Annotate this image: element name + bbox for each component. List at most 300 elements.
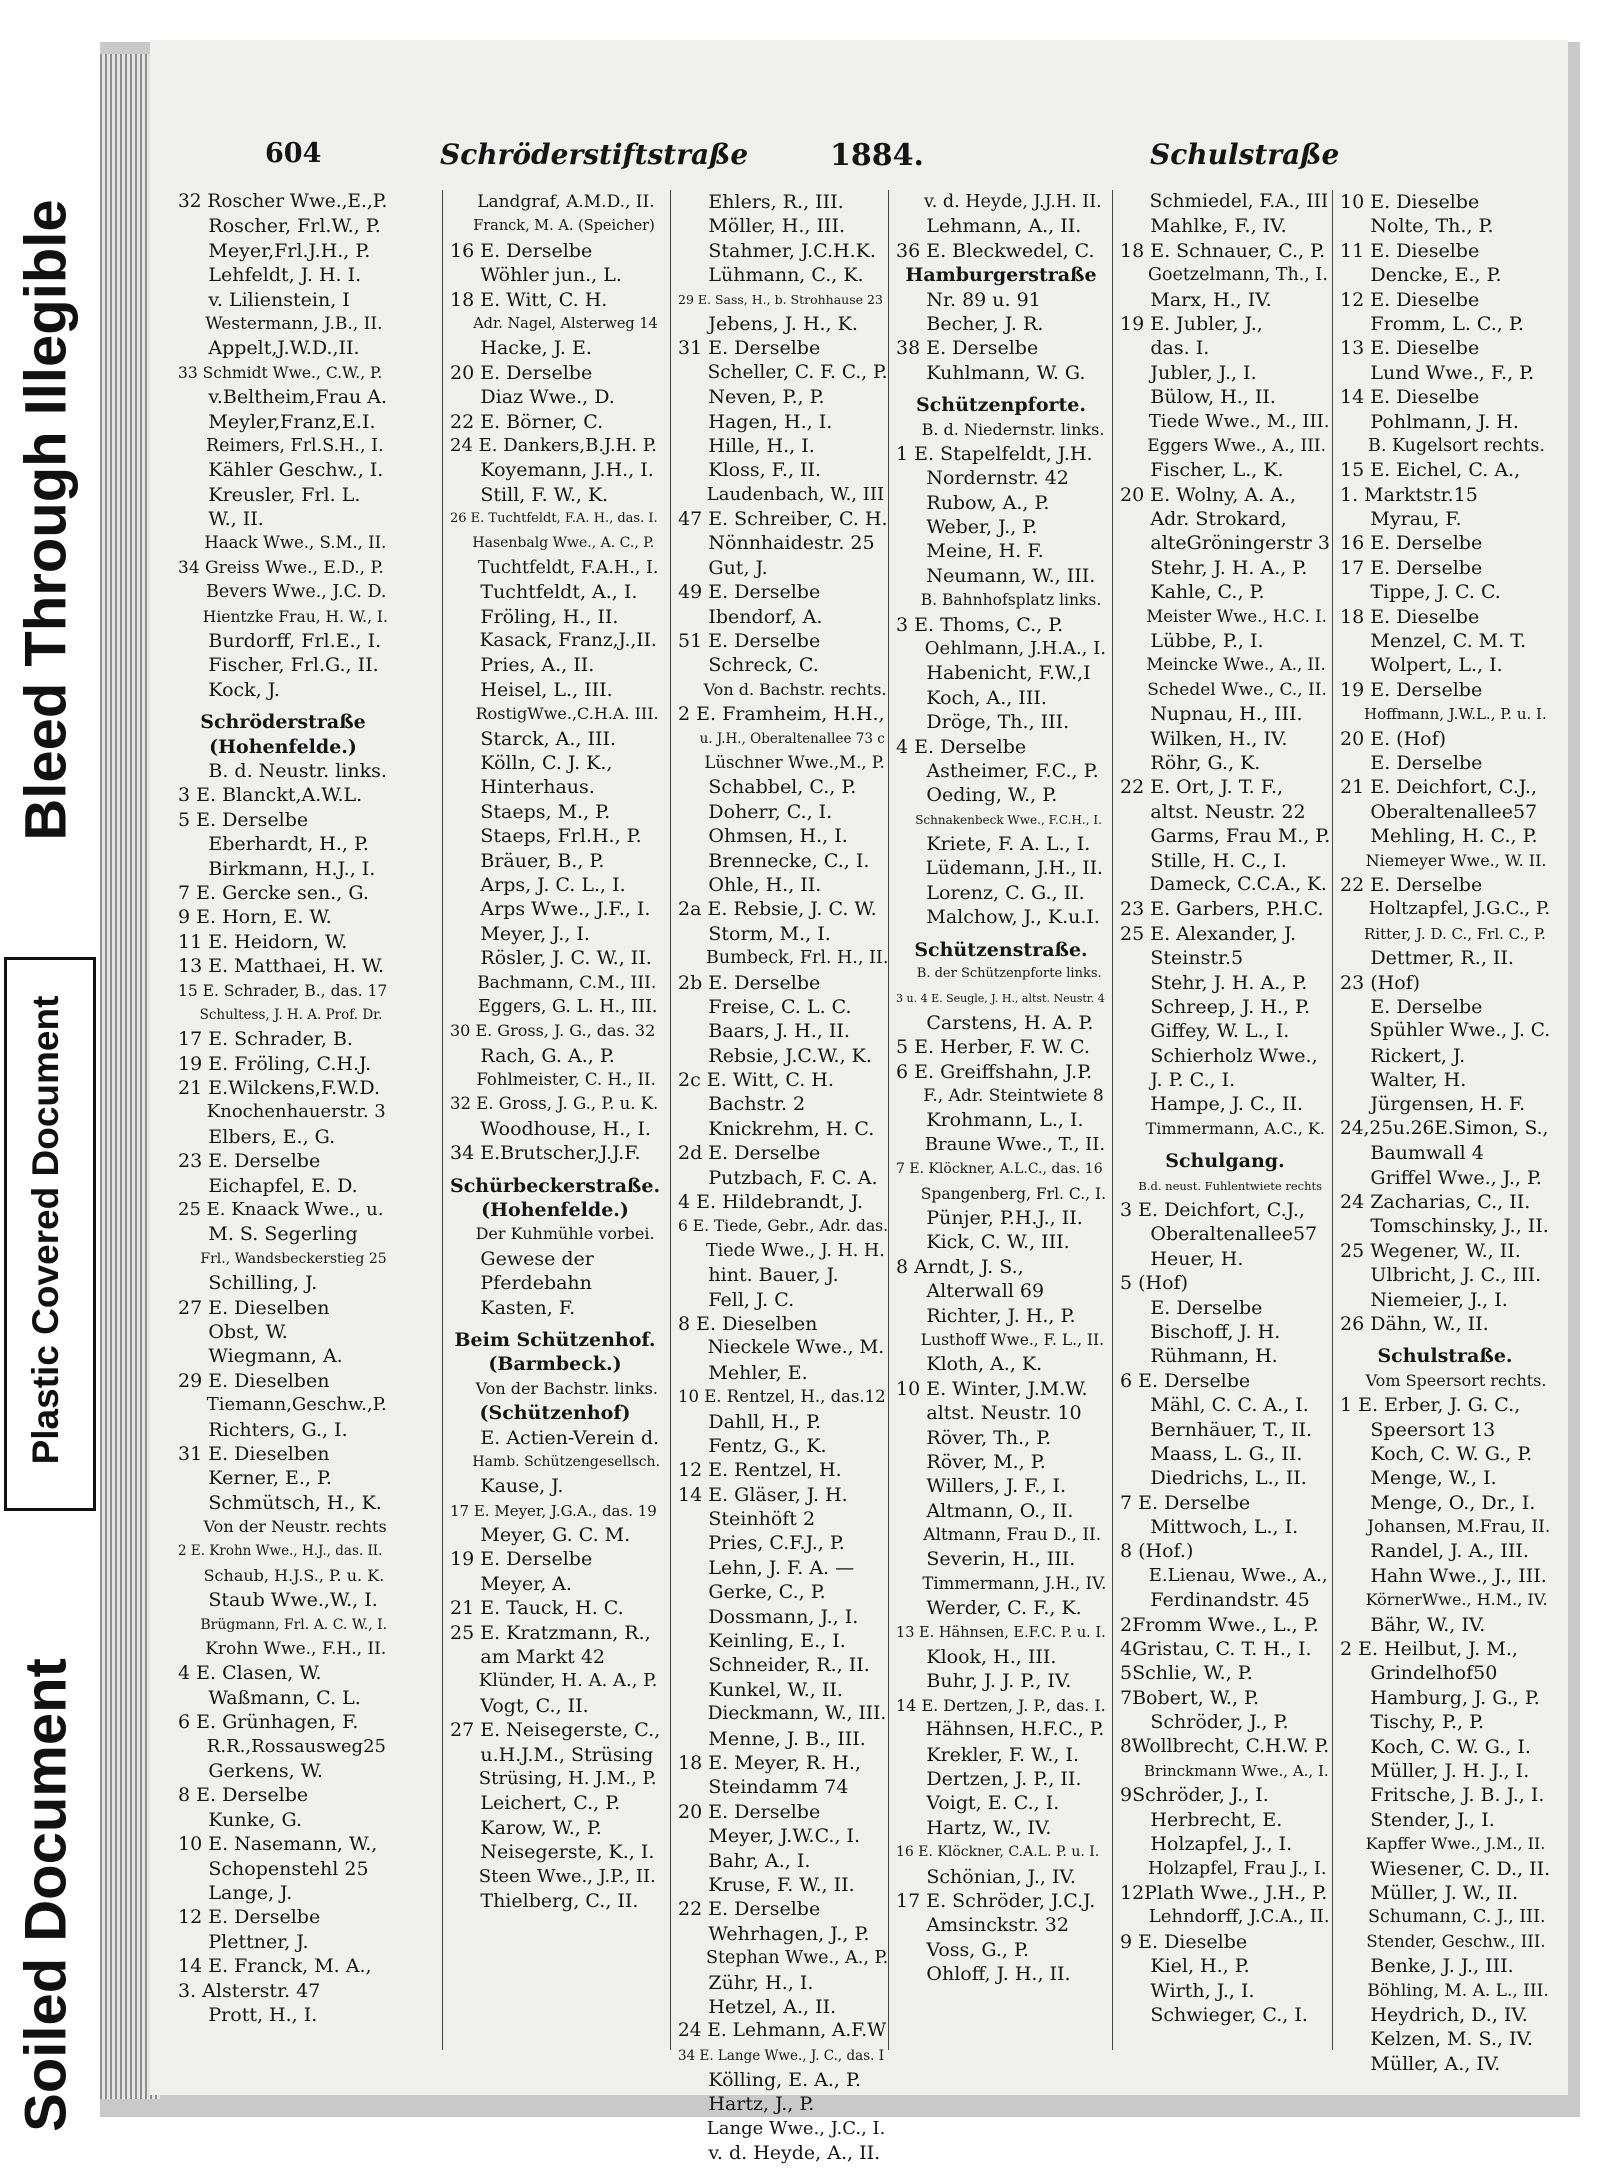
resident-entry: Vom Speersort rechts.: [1365, 1370, 1547, 1390]
house-entry: 51 E. Derselbe: [678, 630, 821, 653]
house-entry: 15 E. Eichel, C. A.,: [1340, 459, 1521, 482]
house-entry: 14 E. Franck, M. A.,: [178, 1955, 372, 1978]
resident-entry: Schwieger, C., I.: [1150, 2003, 1308, 2026]
resident-entry: Jebens, J. H., K.: [708, 312, 858, 335]
resident-entry: v. Lilienstein, I: [208, 288, 350, 311]
house-entry: 11 E. Dieselbe: [1340, 239, 1480, 262]
resident-entry: Lange, J.: [208, 1881, 293, 1904]
resident-entry: Dossmann, J., I.: [708, 1605, 859, 1628]
resident-entry: Ehlers, R., III.: [708, 191, 844, 213]
column-6: [1340, 190, 1550, 2076]
resident-entry: Staub Wwe.,W., I.: [208, 1589, 378, 1612]
resident-entry: u.H.J.M., Strüsing: [480, 1743, 654, 1766]
house-entry: 10 E. Dieselbe: [1340, 191, 1480, 213]
resident-entry: Dertzen, J. P., II.: [926, 1768, 1082, 1790]
house-entry: 25 E. Alexander, J.: [1120, 922, 1297, 945]
house-entry: 12 E. Rentzel, H.: [678, 1459, 842, 1482]
resident-entry: Dieckmann, W., III.: [707, 1703, 887, 1725]
house-entry: 10 E. Nasemann, W.,: [178, 1833, 378, 1856]
resident-entry: Schmütsch, H., K.: [208, 1491, 382, 1514]
house-entry: 18 E. Schnauer, C., P.: [1120, 239, 1326, 262]
resident-entry: Rach, G. A., P.: [480, 1044, 615, 1067]
house-entry: 27 E. Dieselben: [178, 1296, 330, 1319]
resident-entry: Müller, J. W., II.: [1370, 1881, 1519, 1904]
resident-entry: Arps Wwe., J.F., I.: [480, 898, 651, 921]
resident-entry: Lange Wwe., J.C., I.: [706, 2117, 886, 2139]
resident-entry: Wilken, H., IV.: [1150, 727, 1288, 750]
house-entry: 34 E. Lange Wwe., J. C., das. I: [678, 2047, 885, 2064]
section-divider: [896, 385, 1106, 393]
section-divider: [450, 1166, 660, 1174]
resident-entry: Nönnhaidestr. 25: [708, 532, 875, 555]
resident-entry: Tiede Wwe., J. H. H.: [706, 1240, 885, 1261]
resident-entry: v. d. Heyde, J.J.H. II.: [924, 192, 1102, 212]
street-heading: Schröderstraße: [200, 711, 366, 734]
resident-entry: Dröge, Th., III.: [926, 711, 1070, 734]
resident-entry: Pries, A., II.: [480, 654, 595, 677]
resident-entry: Schopenstehl 25: [208, 1857, 369, 1880]
resident-entry: Rickert, J.: [1370, 1044, 1466, 1067]
resident-entry: Fromm, L. C., P.: [1370, 312, 1524, 335]
house-entry: 6 E. Tiede, Gebr., Adr. das.: [678, 1217, 889, 1236]
resident-entry: Kunkel, W., II.: [708, 1678, 843, 1701]
resident-entry: Kiel, H., P.: [1150, 1955, 1250, 1978]
resident-entry: am Markt 42: [480, 1646, 606, 1669]
resident-entry: Hille, H., I.: [708, 434, 815, 457]
resident-entry: Koch, C. W. G., P.: [1370, 1442, 1533, 1465]
resident-entry: Klook, H., III.: [926, 1646, 1057, 1669]
resident-entry: Nolte, Th., P.: [1370, 215, 1494, 238]
house-entry: 17 E. Derselbe: [1340, 556, 1483, 579]
house-entry: 6 E. Greiffshahn, J.P.: [896, 1060, 1093, 1083]
resident-entry: Mahlke, F., IV.: [1150, 215, 1287, 238]
resident-entry: Spangenberg, Frl. C., I.: [920, 1184, 1107, 1203]
resident-entry: Menzel, C. M. T.: [1370, 630, 1527, 653]
house-entry: 32 E. Gross, J. G., P. u. K.: [450, 1094, 659, 1114]
resident-entry: Dahll, H., P.: [708, 1410, 822, 1433]
resident-entry: Hampe, J. C., II.: [1150, 1093, 1304, 1116]
resident-entry: Röhr, G., K.: [1150, 751, 1261, 774]
resident-entry: v.Beltheim,Frau A.: [208, 386, 388, 409]
resident-entry: Meyer, A.: [480, 1572, 572, 1595]
page-year: 1884.: [830, 138, 924, 173]
resident-entry: KörnerWwe., H.M., IV.: [1365, 1590, 1548, 1610]
resident-entry: Röver, M., P.: [926, 1450, 1046, 1473]
resident-entry: Fentz, G., K.: [708, 1434, 827, 1457]
resident-entry: Zühr, H., I.: [708, 1971, 814, 1994]
column-rule: [1332, 190, 1333, 2050]
resident-entry: J. P. C., I.: [1150, 1069, 1236, 1092]
resident-entry: Haack Wwe., S.M., II.: [204, 533, 387, 553]
resident-entry: Kreusler, Frl. L.: [208, 483, 361, 506]
resident-entry: Buhr, J. J. P., IV.: [926, 1670, 1072, 1693]
resident-entry: Griffel Wwe., J., P.: [1370, 1166, 1542, 1189]
resident-entry: Steindamm 74: [708, 1776, 849, 1799]
resident-entry: Hinterhaus.: [480, 776, 595, 799]
resident-entry: Mehler, E.: [708, 1361, 808, 1384]
resident-entry: Meyler,Franz,E.I.: [208, 410, 376, 433]
resident-entry: Stahmer, J.C.H.K.: [708, 239, 876, 262]
resident-entry: Pohlmann, J. H.: [1370, 410, 1519, 433]
resident-entry: Kruse, F. W., II.: [708, 1873, 855, 1896]
resident-entry: Arps, J. C. L., I.: [480, 873, 626, 896]
house-entry: 5 E. Derselbe: [178, 808, 309, 831]
resident-entry: Stephan Wwe., A., P.: [706, 1948, 889, 1969]
resident-entry: Rühmann, H.: [1150, 1345, 1278, 1368]
resident-entry: Kölln, C. J. K.,: [480, 751, 613, 774]
house-entry: 6 E. Grünhagen, F.: [178, 1711, 359, 1734]
resident-entry: B. d. Niedernstr. links.: [921, 419, 1105, 439]
house-entry: 26 E. Tuchtfeldt, F.A. H., das. I.: [450, 511, 658, 527]
resident-entry: B.d. neust. Fuhlentwiete rechts: [1138, 1178, 1323, 1193]
resident-entry: Hamb. Schützengesellsch.: [472, 1453, 661, 1470]
house-entry: 2a E. Rebsie, J. C. W.: [678, 898, 877, 921]
resident-entry: Severin, H., III.: [926, 1548, 1076, 1571]
resident-entry: Lehn, J. F. A. —: [708, 1556, 855, 1579]
resident-entry: Mittwoch, L., I.: [1150, 1516, 1299, 1539]
house-entry: 12 E. Derselbe: [178, 1906, 321, 1929]
resident-entry: Maass, L. G., II.: [1150, 1442, 1303, 1465]
resident-entry: Bischoff, J. H.: [1150, 1320, 1281, 1343]
resident-entry: Gerkens, W.: [208, 1760, 323, 1782]
resident-entry: Werder, C. F., K.: [926, 1597, 1082, 1620]
resident-entry: Altmann, O., II.: [926, 1499, 1074, 1522]
resident-entry: Neven, P., P.: [708, 386, 825, 409]
column-4: [896, 190, 1106, 1987]
house-entry: 21 E.Wilckens,F.W.D.: [178, 1077, 381, 1100]
resident-entry: Marx, H., IV.: [1150, 288, 1272, 311]
street-heading: Schulstraße.: [1377, 1345, 1513, 1368]
resident-entry: Kick, C. W., III.: [926, 1231, 1070, 1254]
house-entry: 17 E. Schröder, J.C.J.: [896, 1889, 1096, 1912]
house-entry: 31 E. Dieselben: [178, 1442, 330, 1465]
house-entry: 7Bobert, W., P.: [1120, 1686, 1259, 1709]
house-entry: 1 E. Erber, J. G. C.,: [1340, 1394, 1521, 1417]
resident-entry: Hartz, W., IV.: [926, 1816, 1052, 1839]
house-entry: 22 E. Derselbe: [1340, 873, 1483, 896]
resident-entry: Nordernstr. 42: [926, 467, 1069, 490]
column-rule: [670, 190, 671, 2050]
resident-entry: Meyer,Frl.J.H., P.: [208, 239, 371, 262]
resident-entry: Holzapfel, J., I.: [1150, 1833, 1293, 1856]
house-entry: 13 E. Dieselbe: [1340, 337, 1480, 360]
resident-entry: E.Lienau, Wwe., A.,: [1148, 1564, 1328, 1586]
house-entry: 29 E. Dieselben: [178, 1369, 330, 1392]
house-entry: 5 (Hof): [1120, 1272, 1188, 1295]
resident-entry: Prott, H., I.: [208, 2003, 318, 2026]
house-entry: 4Gristau, C. T. H., I.: [1120, 1638, 1312, 1661]
resident-entry: Pferdebahn: [480, 1272, 592, 1295]
resident-entry: Birkmann, H.J., I.: [208, 857, 376, 880]
resident-entry: Kahle, C., P.: [1150, 581, 1265, 604]
resident-entry: Wolpert, L., I.: [1370, 654, 1503, 677]
resident-entry: Tomschinsky, J., II.: [1370, 1215, 1549, 1238]
house-entry: 29 E. Sass, H., b. Strohhause 23: [678, 291, 883, 307]
house-entry: 8 E. Dieselben: [678, 1312, 818, 1335]
resident-entry: Bülow, H., II.: [1150, 386, 1276, 409]
resident-entry: hint. Bauer, J.: [708, 1264, 839, 1287]
resident-entry: Hacke, J. E.: [480, 337, 592, 360]
resident-entry: Starck, A., III.: [480, 727, 617, 750]
resident-entry: Koyemann, J.H., I.: [480, 459, 654, 482]
house-entry: 19 E. Jubler, J.,: [1120, 312, 1263, 335]
resident-entry: Benke, J. J., III.: [1370, 1955, 1514, 1978]
resident-entry: Alterwall 69: [926, 1280, 1045, 1303]
archival-stamp-strip: [0, 0, 92, 2177]
house-entry: 21 E. Tauck, H. C.: [450, 1597, 624, 1620]
resident-entry: Eberhardt, H., P.: [208, 833, 369, 856]
resident-entry: Oberaltenallee57: [1150, 1223, 1318, 1246]
resident-entry: Jubler, J., I.: [1150, 361, 1257, 384]
house-entry: 9Schröder, J., I.: [1120, 1784, 1269, 1807]
resident-entry: Kuhlmann, W. G.: [926, 361, 1086, 384]
resident-entry: Schabbel, C., P.: [708, 776, 857, 799]
house-entry: 11 E. Heidorn, W.: [178, 930, 348, 953]
resident-entry: Kriete, F. A. L., I.: [926, 833, 1091, 856]
resident-entry: Lühmann, C., K.: [708, 264, 864, 287]
resident-entry: alteGröningerstr 3: [1150, 532, 1331, 555]
resident-entry: Lehmann, A., II.: [926, 215, 1082, 238]
house-entry: 9 E. Horn, E. W.: [178, 906, 332, 929]
resident-entry: Scheller, C. F. C., P.: [707, 361, 888, 383]
house-entry: 9 E. Dieselbe: [1120, 1930, 1248, 1953]
resident-entry: Schönian, J., IV.: [926, 1865, 1076, 1888]
house-entry: 2 E. Framheim, H.H.,: [678, 703, 885, 726]
resident-entry: Mehling, H. C., P.: [1370, 825, 1538, 848]
resident-entry: Neumann, W., III.: [926, 564, 1096, 587]
resident-entry: Stender, Geschw., III.: [1366, 1931, 1546, 1951]
house-entry: 34 Greiss Wwe., E.D., P.: [178, 557, 384, 578]
resident-entry: Amsinckstr. 32: [926, 1914, 1069, 1937]
resident-entry: Krohmann, L., I.: [926, 1109, 1084, 1132]
plastic-covered-stamp: Plastic Covered Document: [25, 995, 66, 1465]
resident-entry: Klünder, H. A. A., P.: [478, 1670, 658, 1692]
column-5: [1120, 190, 1330, 2027]
resident-entry: v. d. Heyde, A., II.: [708, 2142, 881, 2165]
resident-entry: Thielberg, C., II.: [480, 1889, 639, 1912]
house-entry: 25 E. Knaack Wwe., u.: [178, 1199, 384, 1221]
resident-entry: E. Derselbe: [1370, 995, 1483, 1018]
directory-page: [150, 40, 1568, 2165]
resident-entry: Kunke, G.: [208, 1808, 303, 1831]
resident-entry: Dameck, C.C.A., K.: [1149, 873, 1327, 895]
resident-entry: Baars, J. H., II.: [708, 1020, 850, 1043]
street-heading: Schützenpforte.: [915, 394, 1086, 417]
page-number: 604: [265, 138, 322, 169]
resident-entry: Roscher, Frl.W., P.: [208, 215, 381, 238]
resident-entry: Bachmann, C.M., III.: [477, 972, 657, 993]
resident-entry: Meyer, J.W.C., I.: [708, 1825, 861, 1848]
house-entry: 18 E. Meyer, R. H.,: [678, 1752, 861, 1774]
resident-entry: Niemeier, J., I.: [1370, 1288, 1508, 1311]
resident-entry: Kloth, A., K.: [926, 1353, 1043, 1376]
resident-entry: Tiemann,Geschw.,P.: [206, 1394, 387, 1416]
resident-entry: Staeps, Frl.H., P.: [480, 825, 642, 848]
resident-entry: Kloss, F., II.: [708, 459, 822, 482]
house-entry: 19 E. Derselbe: [450, 1548, 593, 1571]
resident-entry: Möller, H., III.: [708, 215, 845, 238]
resident-entry: Hoffmann, J.W.L., P. u. I.: [1364, 705, 1547, 724]
resident-entry: Lund Wwe., F., P.: [1370, 361, 1535, 384]
resident-entry: Meyer, G. C. M.: [480, 1524, 631, 1547]
house-entry: 5 E. Herber, F. W. C.: [896, 1036, 1090, 1059]
resident-entry: E. Derselbe: [1150, 1296, 1263, 1319]
resident-entry: Weber, J., P.: [926, 516, 1038, 539]
resident-entry: Menge, W., I.: [1370, 1467, 1497, 1490]
street-heading: (Hohenfelde.): [209, 735, 357, 758]
resident-entry: Neisegerste, K., I.: [480, 1841, 655, 1864]
house-entry: 22 E. Börner, C.: [450, 410, 604, 433]
resident-entry: Schreep, J. H., P.: [1150, 995, 1310, 1018]
resident-entry: Timmermann, A.C., K.: [1145, 1118, 1325, 1138]
house-entry: 3 E. Deichfort, C.J.,: [1120, 1199, 1305, 1222]
resident-entry: Ohloff, J. H., II.: [926, 1963, 1071, 1986]
house-entry: 3 u. 4 E. Seugle, J. H., altst. Neustr. 4: [896, 991, 1105, 1005]
resident-entry: Böhling, M. A. L., III.: [1367, 1980, 1549, 2001]
resident-entry: Kause, J.: [480, 1475, 564, 1498]
resident-entry: altst. Neustr. 22: [1150, 800, 1306, 823]
resident-entry: W., II.: [208, 508, 264, 531]
resident-entry: Carstens, H. A. P.: [926, 1011, 1094, 1034]
house-entry: 1. Marktstr.15: [1340, 483, 1478, 506]
resident-entry: Laudenbach, W., III: [706, 483, 885, 505]
resident-entry: Bumbeck, Frl. H., II.: [706, 948, 889, 969]
resident-entry: B. Bahnhofsplatz links.: [920, 591, 1102, 610]
resident-entry: M. S. Segerling: [208, 1223, 358, 1246]
house-entry: 14 E. Dieselbe: [1340, 386, 1480, 409]
resident-entry: Staeps, M., P.: [480, 800, 611, 823]
resident-entry: Kapffer Wwe., J.M., II.: [1365, 1834, 1546, 1854]
house-entry: 20 E. Derselbe: [450, 361, 593, 384]
resident-entry: Appelt,J.W.D.,II.: [208, 337, 360, 360]
resident-entry: Adr. Nagel, Alsterweg 14: [473, 315, 658, 332]
house-entry: 24 E. Lehmann, A.F.W: [678, 2020, 887, 2042]
house-entry: 38 E. Derselbe: [896, 337, 1039, 360]
resident-entry: Lüdemann, J.H., II.: [925, 857, 1103, 879]
house-entry: 4 E. Clasen, W.: [178, 1662, 322, 1685]
resident-entry: Schultess, J. H. A. Prof. Dr.: [199, 1006, 383, 1023]
resident-entry: Menne, J. B., III.: [708, 1727, 866, 1750]
resident-entry: Kerner, E., P.: [208, 1467, 332, 1490]
resident-entry: Tippe, J. C. C.: [1370, 581, 1501, 604]
resident-entry: Burdorff, Frl.E., I.: [208, 630, 382, 653]
resident-entry: Freise, C. L. C.: [708, 995, 852, 1018]
resident-entry: Doherr, C., I.: [708, 800, 833, 823]
resident-entry: Plettner, J.: [208, 1930, 309, 1953]
house-entry: 4 E. Derselbe: [896, 735, 1027, 758]
house-entry: 19 E. Derselbe: [1340, 678, 1483, 701]
resident-entry: Kasack, Franz,J.,II.: [479, 630, 657, 652]
house-entry: 2b E. Derselbe: [678, 971, 821, 994]
resident-entry: Wiegmann, A.: [208, 1345, 343, 1368]
resident-entry: Tischy, P., P.: [1370, 1711, 1485, 1734]
street-heading: Schützenstraße.: [914, 938, 1088, 961]
resident-entry: Johansen, M.Frau, II.: [1367, 1517, 1551, 1538]
house-entry: 36 E. Bleckwedel, C.: [896, 239, 1095, 262]
house-entry: 8 E. Derselbe: [178, 1784, 309, 1807]
resident-entry: Bahr, A., I.: [708, 1849, 811, 1872]
house-entry: 2Fromm Wwe., L., P.: [1120, 1613, 1319, 1636]
resident-entry: Fohlmeister, C. H., II.: [476, 1070, 656, 1090]
resident-entry: B. d. Neustr. links.: [208, 759, 387, 782]
house-entry: 4 E. Hildebrandt, J.: [678, 1191, 864, 1214]
resident-entry: Knochenhauerstr. 3: [206, 1101, 386, 1123]
resident-entry: Nupnau, H., III.: [1150, 703, 1303, 726]
resident-entry: Jürgensen, H. F.: [1370, 1093, 1526, 1116]
resident-entry: Heydrich, D., IV.: [1370, 2003, 1528, 2026]
resident-entry: Strüsing, H. J.M., P.: [478, 1768, 657, 1789]
resident-entry: Fritsche, J. B. J., I.: [1370, 1784, 1545, 1807]
resident-entry: Storm, M., I.: [708, 922, 831, 945]
section-divider: [1120, 1141, 1330, 1149]
house-entry: 2 E. Heilbut, J. M.,: [1340, 1638, 1518, 1661]
resident-entry: Knickrehm, H. C.: [708, 1117, 875, 1140]
resident-entry: Spühler Wwe., J. C.: [1369, 1020, 1551, 1042]
house-entry: 7 E. Gercke sen., G.: [178, 881, 369, 904]
resident-entry: Koch, C. W. G., I.: [1370, 1735, 1531, 1758]
resident-entry: E. Derselbe: [1370, 751, 1483, 774]
resident-entry: Hahn Wwe., J., III.: [1370, 1564, 1547, 1587]
resident-entry: Herbrecht, E.: [1150, 1808, 1283, 1831]
resident-entry: B. der Schützenpforte links.: [916, 966, 1102, 982]
resident-entry: Myrau, F.: [1370, 508, 1462, 531]
resident-entry: Meine, H. F.: [926, 540, 1044, 563]
resident-entry: Schmiedel, F.A., III: [1149, 191, 1329, 212]
resident-entry: Nieckele Wwe., M.: [707, 1337, 885, 1359]
resident-entry: Schilling, J.: [208, 1272, 318, 1295]
resident-entry: Ohmsen, H., I.: [708, 825, 848, 848]
resident-entry: Meister Wwe., H.C. I.: [1146, 606, 1327, 626]
resident-entry: Grindelhof50: [1370, 1662, 1498, 1685]
resident-entry: Schnakenbeck Wwe., F.C.H., I.: [915, 812, 1102, 827]
resident-entry: Hientzke Frau, H. W., I.: [202, 607, 388, 626]
house-entry: 23 E. Garbers, P.H.C.: [1120, 898, 1324, 921]
section-divider: [1340, 1336, 1550, 1344]
resident-entry: Schneider, R., II.: [708, 1654, 870, 1677]
resident-entry: Dettmer, R., II.: [1370, 947, 1514, 970]
resident-entry: Leichert, C., P.: [480, 1792, 621, 1815]
resident-entry: Schedel Wwe., C., II.: [1147, 679, 1327, 700]
house-entry: 26 Dähn, W., II.: [1340, 1312, 1489, 1335]
house-entry: 24 E. Dankers,B.J.H. P.: [450, 434, 657, 456]
house-entry: 16 E. Derselbe: [450, 239, 593, 262]
house-entry: 23 (Hof): [1340, 971, 1421, 994]
resident-entry: Holzapfel, Frau J., I.: [1148, 1858, 1327, 1879]
house-entry: 18 E. Dieselbe: [1340, 605, 1480, 628]
resident-entry: Adr. Strokard,: [1150, 508, 1287, 531]
resident-entry: Dencke, E., P.: [1370, 264, 1502, 287]
page-title-left: Schröderstiftstraße: [440, 138, 749, 171]
resident-entry: Niemeyer Wwe., W. II.: [1365, 850, 1547, 870]
resident-entry: F., Adr. Steintwiete 8: [923, 1086, 1104, 1107]
resident-entry: Heisel, L., III.: [480, 678, 613, 701]
resident-entry: Pünjer, P.H.J., II.: [926, 1207, 1083, 1230]
house-entry: 27 E. Neisegerste, C.,: [450, 1719, 661, 1742]
resident-entry: Fischer, L., K.: [1150, 459, 1284, 482]
house-entry: 22 E. Ort, J. T. F.,: [1120, 776, 1284, 799]
resident-entry: Reimers, Frl.S.H., I.: [206, 435, 384, 456]
street-heading: (Barmbeck.): [488, 1353, 622, 1376]
street-heading: (Hohenfelde.): [481, 1199, 629, 1222]
resident-entry: Richter, J. H., P.: [926, 1304, 1076, 1327]
resident-entry: das. I.: [1150, 337, 1210, 360]
resident-entry: Vogt, C., II.: [480, 1694, 589, 1717]
house-entry: 1 E. Stapelfeldt, J.H.: [896, 442, 1093, 465]
resident-entry: Giffey, W. L., I.: [1150, 1020, 1290, 1043]
resident-entry: Garms, Frau M., P.: [1150, 825, 1331, 848]
resident-entry: Frl., Wandsbeckerstieg 25: [200, 1250, 387, 1267]
resident-entry: Kähler Geschw., I.: [208, 459, 384, 482]
